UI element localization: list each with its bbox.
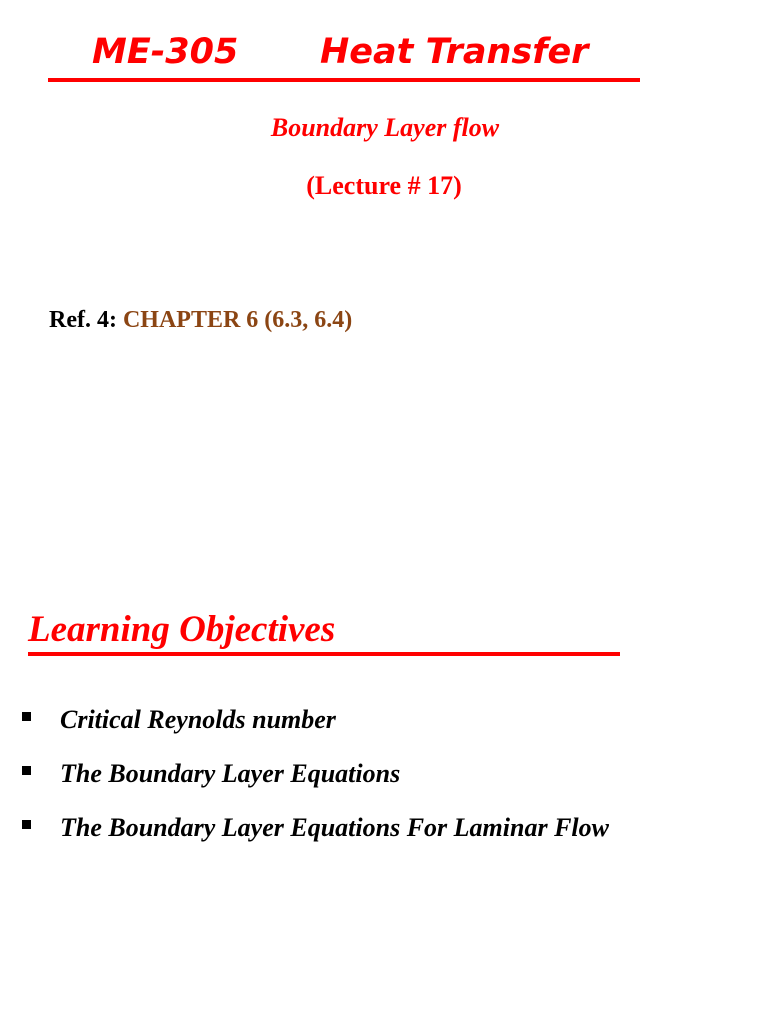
course-code: ME-305 bbox=[92, 32, 239, 72]
lecture-topic: Boundary Layer flow bbox=[270, 113, 500, 142]
objective-text: The Boundary Layer Equations bbox=[60, 759, 401, 788]
lecture-number: (Lecture # 17) bbox=[306, 171, 462, 200]
reference-line bbox=[49, 303, 352, 337]
square-bullet-icon bbox=[22, 820, 31, 829]
square-bullet-icon bbox=[22, 766, 31, 775]
reference-chapter: CHAPTER 6 (6.3, 6.4) bbox=[122, 307, 353, 333]
objective-text: Critical Reynolds number bbox=[60, 705, 336, 734]
course-title bbox=[48, 30, 640, 82]
course-name: Heat Transfer bbox=[320, 32, 589, 72]
square-bullet-icon bbox=[22, 712, 31, 721]
objectives-heading bbox=[28, 608, 620, 656]
objective-text: The Boundary Layer Equations For Laminar Flow bbox=[60, 813, 609, 842]
reference-label: Ref. 4: bbox=[49, 307, 117, 333]
objectives-title: Learning Objectives bbox=[28, 609, 336, 650]
